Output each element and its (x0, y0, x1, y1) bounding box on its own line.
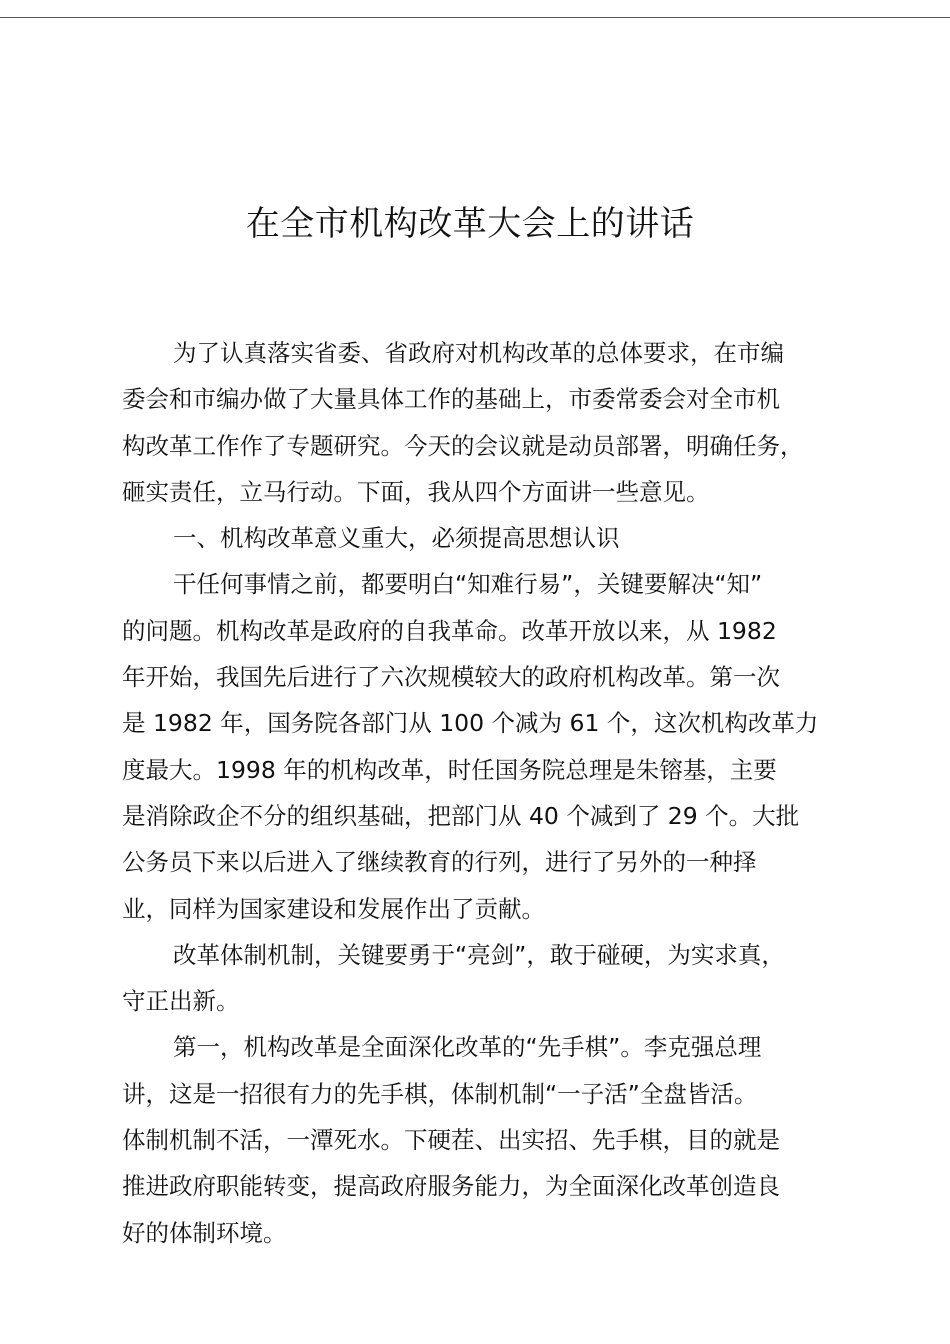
document-title: 在全市机构改革大会上的讲话 (245, 204, 695, 244)
paragraph-line: 讲，这是一招很有力的先手棋，体制机制“一子活”全盘皆活。 (122, 1079, 758, 1108)
paragraph-line: 度最大。1998 年的机构改革，时任国务院总理是朱镕基，主要 (122, 755, 777, 784)
paragraph-line: 的问题。机构改革是政府的自我革命。改革开放以来，从 1982 (122, 616, 777, 645)
paragraph-line: 改革体制机制，关键要勇于“亮剑”，敢于碰硬，为实求真， (173, 940, 785, 969)
section-heading: 一、机构改革意义重大，必须提高思想认识 (173, 524, 620, 553)
header-rule (0, 17, 950, 18)
document-body (122, 330, 862, 1256)
paragraph-line: 干任何事情之前，都要明白“知难行易”，关键要解决“知” (173, 570, 763, 599)
paragraph-line: 公务员下来以后进入了继续教育的行列，进行了另外的一种择 (122, 848, 757, 877)
paragraph-line: 年开始，我国先后进行了六次规模较大的政府机构改革。第一次 (122, 663, 780, 692)
paragraph-line: 守正出新。 (122, 987, 240, 1016)
paragraph-line: 是消除政企不分的组织基础，把部门从 40 个减到了 29 个。大批 (122, 801, 800, 830)
paragraph-line: 构改革工作作了专题研究。今天的会议就是动员部署，明确任务， (122, 431, 804, 460)
paragraph-line: 委会和市编办做了大量具体工作的基础上，市委常委会对全市机 (122, 385, 780, 414)
paragraph-line: 业，同样为国家建设和发展作出了贡献。 (122, 894, 545, 923)
paragraph-line: 推进政府职能转变，提高政府服务能力，为全面深化改革创造良 (122, 1172, 780, 1201)
paragraph-line: 第一，机构改革是全面深化改革的“先手棋”。李克强总理 (173, 1033, 762, 1062)
paragraph-line: 为了认真落实省委、省政府对机构改革的总体要求，在市编 (173, 339, 784, 367)
paragraph-line: 砸实责任，立马行动。下面，我从四个方面讲一些意见。 (122, 477, 710, 506)
paragraph-line: 好的体制环境。 (122, 1218, 287, 1247)
paragraph-line: 体制机制不活，一潭死水。下硬茬、出实招、先手棋，目的就是 (122, 1126, 780, 1155)
paragraph-line: 是 1982 年，国务院各部门从 100 个减为 61 个，这次机构改革力 (122, 709, 819, 738)
